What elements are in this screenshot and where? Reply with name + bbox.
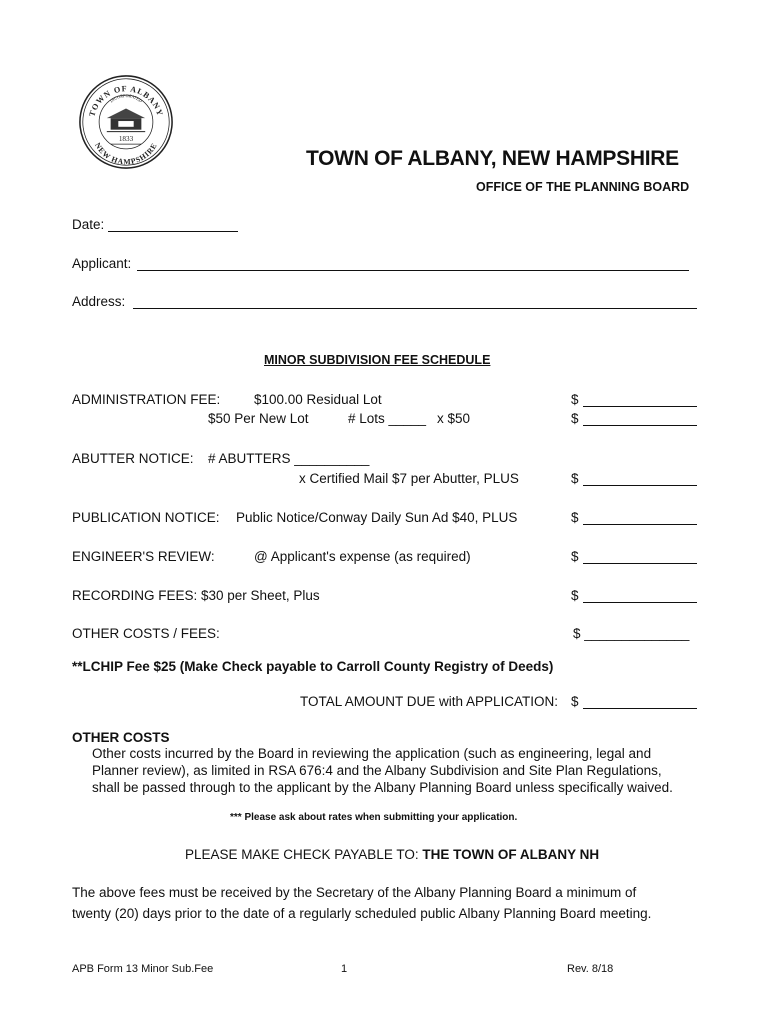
admin-residual-lot: $100.00 Residual Lot [254,392,382,407]
payable-payee: THE TOWN OF ALBANY NH [422,847,600,862]
engineer-amount-field[interactable] [583,563,697,564]
abutter-notice-label: ABUTTER NOTICE: [72,451,194,466]
dollar-sign: $ [571,471,579,486]
footer-revision: Rev. 8/18 [567,963,614,975]
dollar-sign: $ [571,588,579,603]
svg-text:TOWN OF ALBANY: TOWN OF ALBANY [87,84,165,118]
address-label: Address: [72,294,126,309]
other-costs-label: OTHER COSTS / FEES: [72,626,220,641]
lchip-fee-note: **LCHIP Fee $25 (Make Check payable to Carroll County Registry of Deeds) [72,659,554,674]
address-field[interactable] [133,308,697,309]
deadline-notice-line: twenty (20) days prior to the date of a regularly scheduled public Albany Planning Board meeting. [72,906,652,921]
recording-amount-field[interactable] [583,602,697,603]
recording-fees-label: RECORDING FEES: $30 per Sheet, Plus [72,588,320,603]
publication-notice-desc: Public Notice/Conway Daily Sun Ad $40, PLUS [236,510,518,525]
total-amount-field[interactable] [583,708,697,709]
svg-text:NEW HAMPSHIRE: NEW HAMPSHIRE [92,141,159,167]
page-subtitle: OFFICE OF THE PLANNING BOARD [476,180,690,194]
abutter-amount-field[interactable] [583,485,697,486]
dollar-sign: $ [571,392,579,407]
town-seal-logo [78,74,174,170]
admin-per-new-lot: $50 Per New Lot [208,411,309,426]
date-field[interactable] [108,231,238,232]
rates-note: *** Please ask about rates when submitting your application. [230,812,518,823]
dollar-sign: $ [571,510,579,525]
fee-schedule-heading: MINOR SUBDIVISION FEE SCHEDULE [264,353,491,367]
dollar-sign: $ [571,549,579,564]
admin-times-fifty: x $50 [437,411,471,426]
applicant-label: Applicant: [72,256,132,271]
date-label: Date: [72,217,105,232]
admin-residual-amount-field[interactable] [583,406,697,407]
other-costs-text-line: Planner review), as limited in RSA 676:4 and the Albany Subdivision and Site Plan Regulations, [92,763,662,778]
other-costs-heading: OTHER COSTS [72,730,170,745]
svg-text:INCORPORATED: INCORPORATED [108,92,144,104]
engineer-review-desc: @ Applicant's expense (as required) [254,549,471,564]
publication-amount-field[interactable] [583,524,697,525]
engineer-review-label: ENGINEER'S REVIEW: [72,549,215,564]
admin-fee-label: ADMINISTRATION FEE: [72,392,221,407]
other-costs-text-line: shall be passed through to the applicant by the Albany Planning Board unless specifically waived. [92,780,673,795]
abutter-count: # ABUTTERS __________ [208,451,370,466]
deadline-notice-line: The above fees must be received by the Secretary of the Albany Planning Board a minimum of [72,885,637,900]
publication-notice-label: PUBLICATION NOTICE: [72,510,220,525]
other-costs-text-line: Other costs incurred by the Board in reviewing the application (such as engineering, legal and [92,746,652,761]
page-title: TOWN OF ALBANY, NEW HAMPSHIRE [306,147,679,170]
payable-line [185,847,599,862]
total-amount-label: TOTAL AMOUNT DUE with APPLICATION: [300,694,559,709]
dollar-sign: $ [571,411,579,426]
other-costs-amount-field[interactable]: $ ______________ [573,626,690,641]
applicant-field[interactable] [137,270,689,271]
admin-lots-count: # Lots _____ [348,411,427,426]
svg-text:1833: 1833 [118,135,134,144]
payable-prefix: PLEASE MAKE CHECK PAYABLE TO: [185,847,423,862]
footer-form-id: APB Form 13 Minor Sub.Fee [72,963,214,975]
admin-lots-amount-field[interactable] [583,425,697,426]
footer-page-number: 1 [341,963,348,975]
abutter-certified-mail: x Certified Mail $7 per Abutter, PLUS [299,471,519,486]
dollar-sign: $ [571,694,579,709]
